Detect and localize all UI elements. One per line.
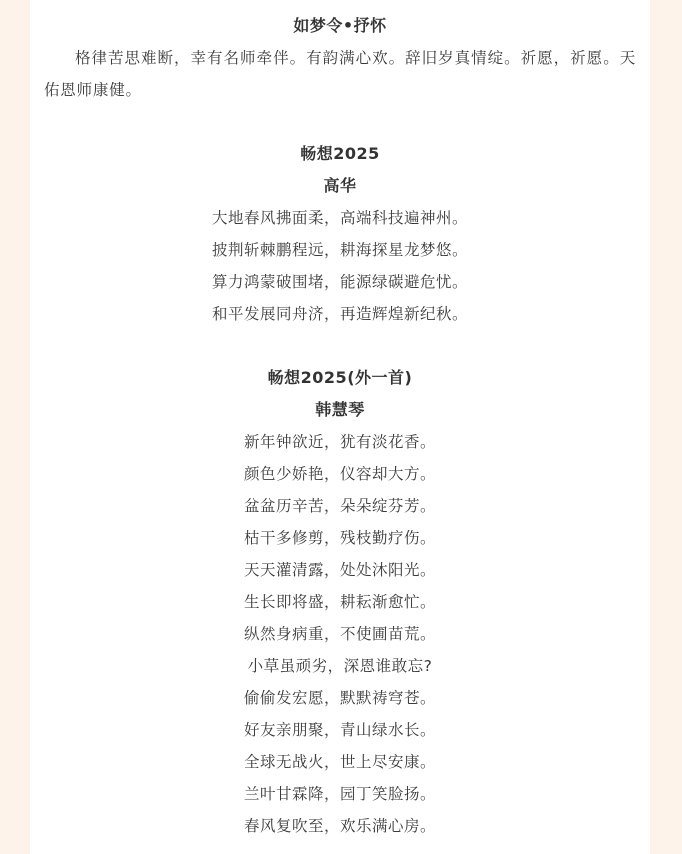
article-content bbox=[30, 0, 650, 854]
poem-line: 新年钟欲近，犹有淡花香。 bbox=[243, 433, 436, 451]
poem-line: 春风复吹至，欢乐满心房。 bbox=[243, 817, 436, 835]
poem-author: 韩慧琴 bbox=[315, 400, 365, 419]
poem-line: 生长即将盛，耕耘渐愈忙。 bbox=[243, 593, 436, 611]
poem-title: 畅想2025(外一首) bbox=[267, 368, 413, 387]
poem-line: 天天灌清露，处处沐阳光。 bbox=[243, 561, 436, 579]
poem-line: 枯干多修剪，残枝勤疗伤。 bbox=[243, 529, 436, 547]
poem-line: 盆盆历辛苦，朵朵绽芬芳。 bbox=[243, 497, 436, 515]
poem-line: 纵然身病重，不使圃苗荒。 bbox=[243, 625, 436, 643]
poem-line: 好友亲朋聚，青山绿水长。 bbox=[243, 721, 436, 739]
poem-line: 小草虽顽劣，深恩谁敢忘? bbox=[247, 657, 433, 675]
poem-line: 兰叶甘霖降，园丁笑脸扬。 bbox=[243, 785, 436, 803]
poem-line: 全球无战火，世上尽安康。 bbox=[243, 753, 436, 771]
poem-line: 颜色少娇艳，仪容却大方。 bbox=[243, 465, 436, 483]
poem-line: 偷偷发宏愿，默默祷穹苍。 bbox=[243, 689, 436, 707]
poem-title: 如梦令•抒怀 bbox=[293, 16, 387, 35]
poem-line: 大地春风拂面柔，高端科技遍神州。 bbox=[211, 209, 468, 227]
poem-line: 和平发展同舟济，再造辉煌新纪秋。 bbox=[211, 305, 468, 323]
poem-title: 畅想2025 bbox=[300, 144, 380, 163]
poem-author: 高华 bbox=[323, 176, 357, 195]
poem-lines bbox=[30, 202, 650, 330]
poem-line: 算力鸿蒙破围堵，能源绿碳避危忧。 bbox=[211, 273, 468, 291]
poem-lines bbox=[30, 426, 650, 842]
poem-line: 披荆斩棘鹏程远，耕海探星龙梦悠。 bbox=[211, 241, 468, 259]
poem-body-text: 格律苦思难断，幸有名师牵伴。有韵满心欢。辞旧岁真情绽。祈愿，祈愿。天佑恩师康健。 bbox=[44, 49, 636, 99]
